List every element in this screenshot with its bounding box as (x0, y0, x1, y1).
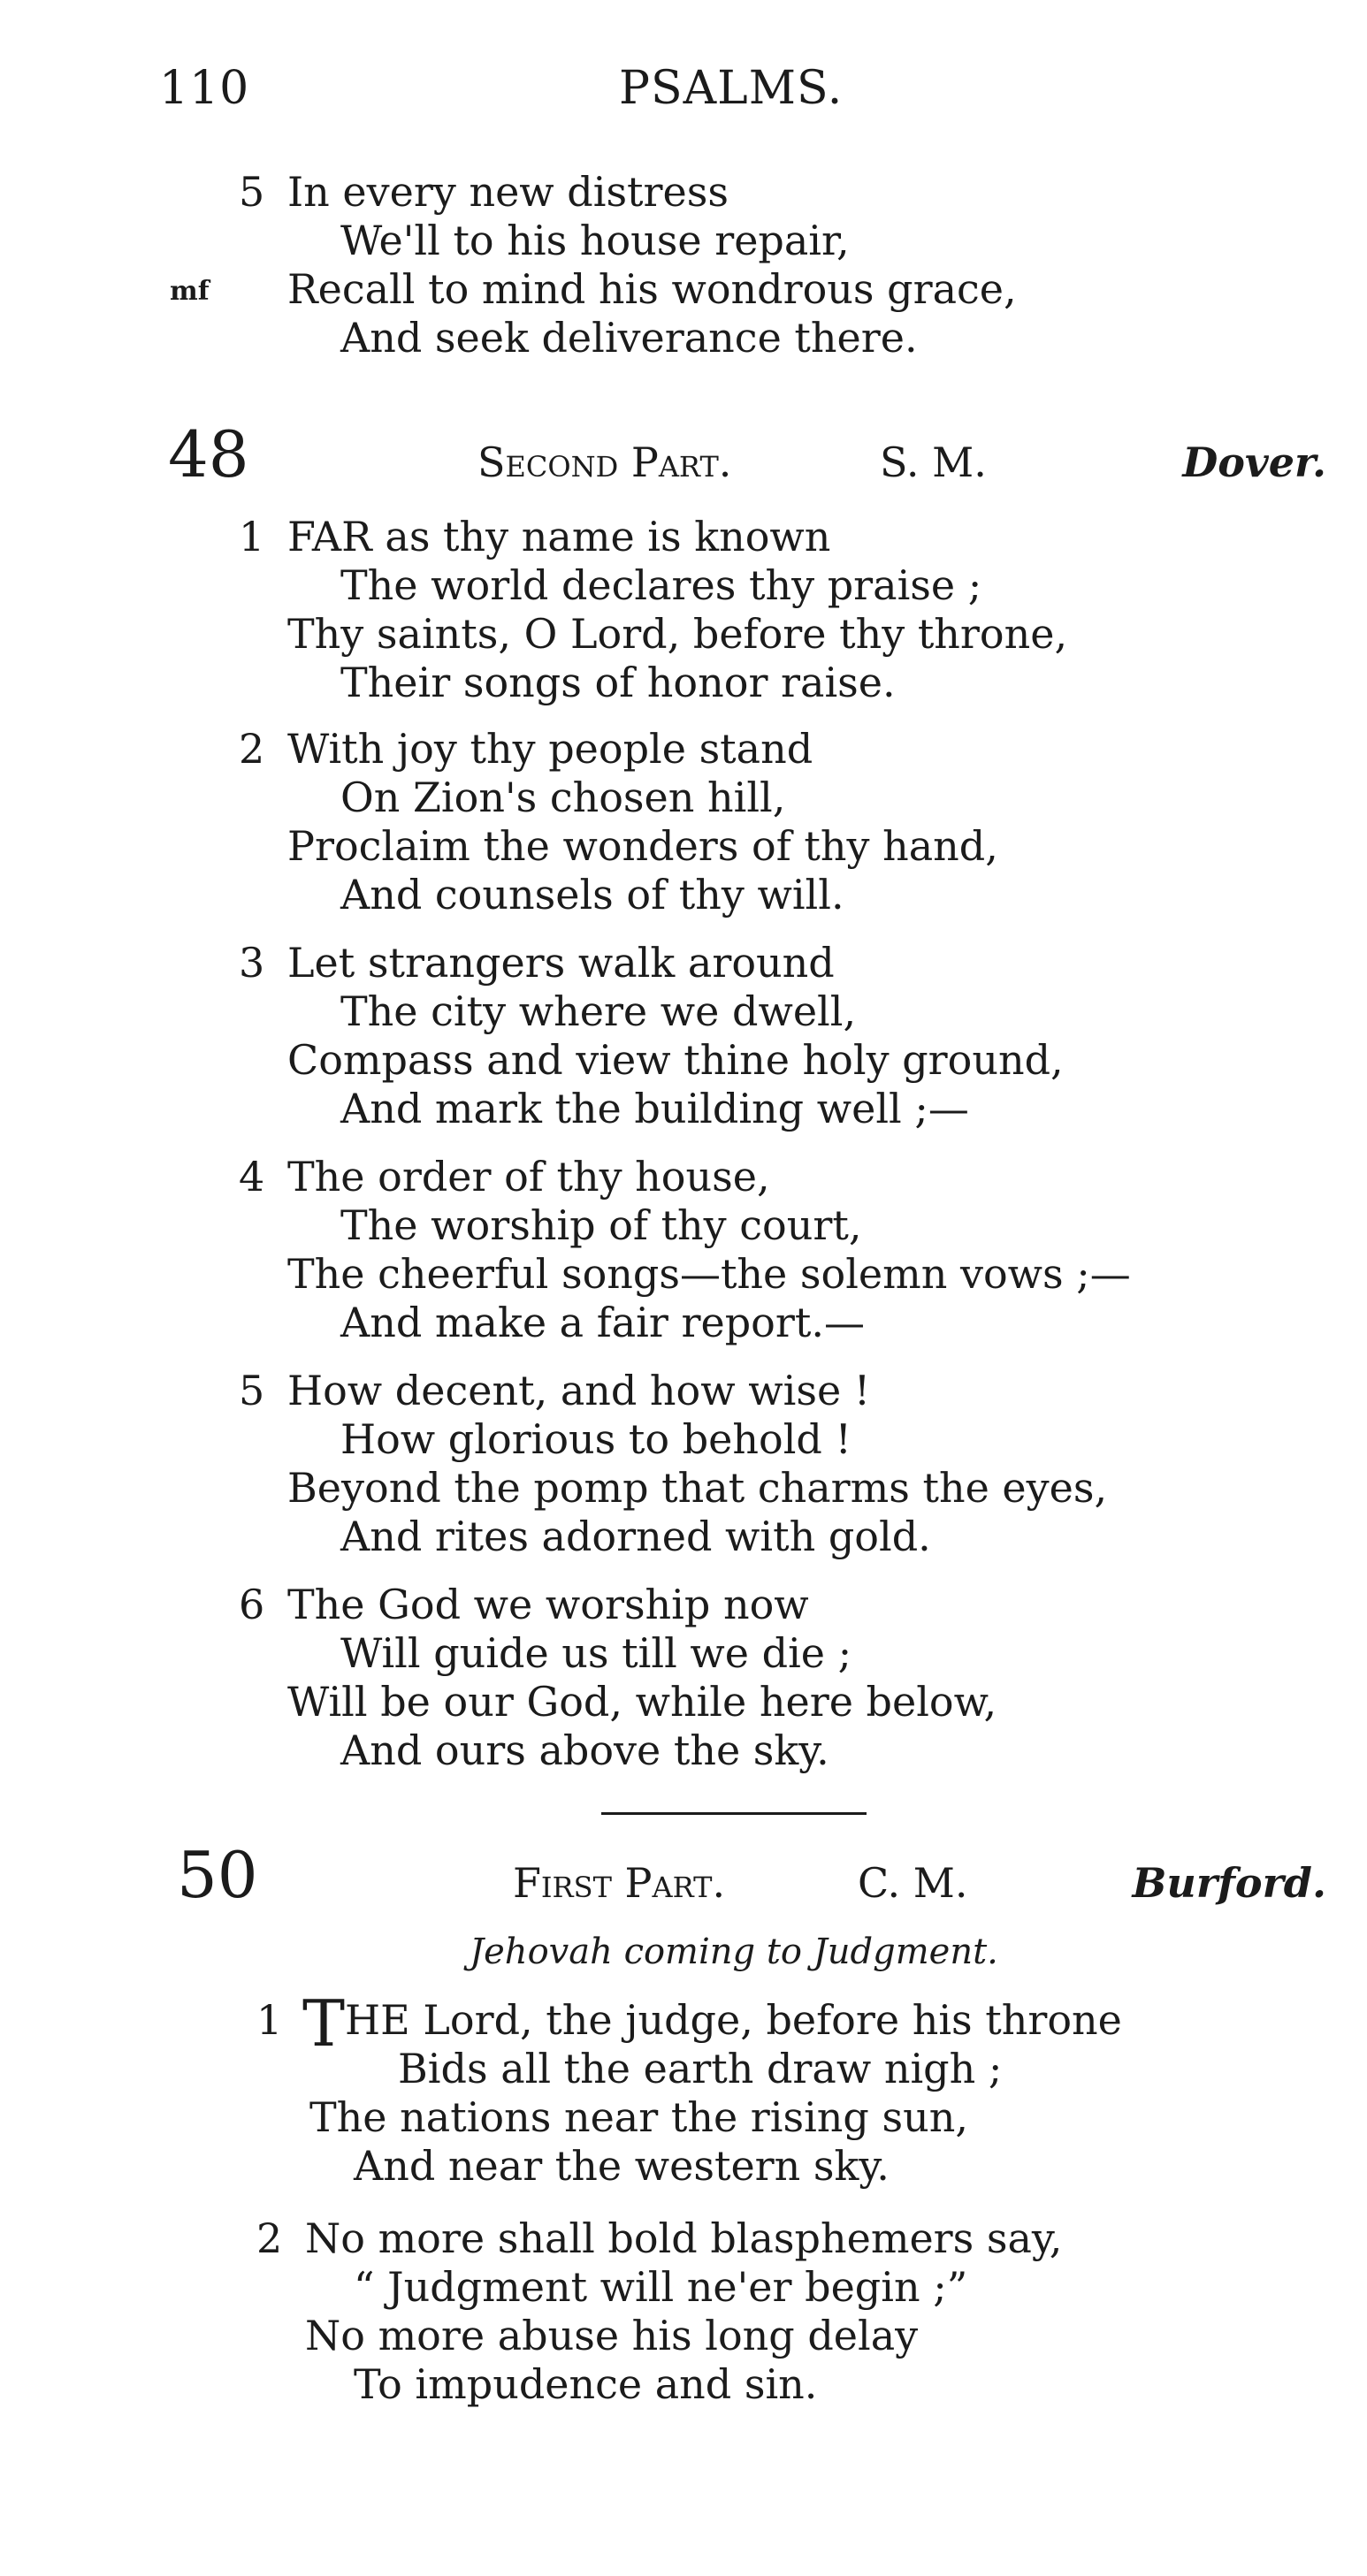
hymn-meter: S. M. (880, 438, 987, 486)
stanza-line (159, 2263, 1326, 2312)
stanza-line (159, 1986, 1326, 2061)
hymn-meter: C. M. (858, 1859, 968, 1907)
stanza-number: 2 (239, 725, 265, 773)
hymn-header-48 (159, 417, 1326, 502)
line-text: Will be our God, while here below, (287, 1678, 997, 1726)
stanza-number: 5 (239, 168, 265, 216)
running-title: PSALMS. (619, 62, 844, 115)
stanza-line (159, 1085, 1326, 1133)
stanza-line (159, 1726, 1326, 1775)
drop-cap: T (302, 1986, 346, 2061)
line-text: Will guide us till we die ; (340, 1629, 852, 1677)
stanza-line (159, 1415, 1326, 1464)
line-text: On Zion's chosen hill, (340, 774, 786, 821)
line-text: How decent, and how wise ! (287, 1367, 871, 1414)
hymn-number: 50 (177, 1838, 258, 1912)
line-text: In every new distress (287, 168, 729, 216)
line-text: The nations near the rising sun, (309, 2093, 968, 2141)
page-number: 110 (159, 62, 250, 115)
hymn-number: 48 (168, 417, 249, 492)
line-text: Beyond the pomp that charms the eyes, (287, 1464, 1108, 1512)
line-text: Compass and view thine holy ground, (287, 1036, 1064, 1084)
stanza-line (159, 939, 1326, 987)
line-text: And make a fair report.— (340, 1299, 865, 1346)
stanza-line (159, 2214, 1326, 2263)
stanza-48-4 (159, 1153, 1326, 1347)
stanza-line (159, 725, 1326, 774)
stanza-number: 5 (239, 1367, 265, 1414)
stanza-line (159, 1629, 1326, 1678)
stanza-line (159, 2312, 1326, 2360)
stanza-line (159, 1153, 1326, 1201)
line-text: No more abuse his long delay (305, 2312, 919, 2359)
stanza-line (159, 168, 1326, 217)
stanza-number: 2 (256, 2214, 283, 2262)
stanza-line (159, 2093, 1326, 2142)
stanza-line (159, 987, 1326, 1036)
hymn-part: First Part. (513, 1859, 726, 1907)
stanza-line (159, 2045, 1326, 2093)
hymn-subtitle: Jehovah coming to Judgment. (470, 1932, 998, 1972)
section-divider (601, 1812, 867, 1815)
stanza-number: 1 (256, 1996, 283, 2044)
hymn-tune: Burford. (1132, 1859, 1326, 1907)
stanza-line (159, 774, 1326, 822)
stanza-48-5 (159, 1367, 1326, 1561)
stanza-48-2 (159, 725, 1326, 919)
stanza-line (159, 1299, 1326, 1347)
line-text: The world declares thy praise ; (340, 561, 982, 609)
line-text: Thy saints, O Lord, before thy throne, (287, 610, 1068, 658)
running-head (159, 62, 1309, 133)
stanza-line (159, 610, 1326, 659)
stanza-line (159, 561, 1326, 610)
stanza-48-1 (159, 513, 1326, 707)
line-text: FAR as thy name is known (287, 513, 831, 560)
line-text: The cheerful songs—the solemn vows ;— (287, 1250, 1131, 1298)
line-text: And ours above the sky. (340, 1726, 829, 1774)
line-text: With joy thy people stand (287, 725, 813, 773)
line-text: The worship of thy court, (340, 1201, 862, 1249)
hymn-header-50 (159, 1838, 1326, 1923)
stanza-line (159, 1036, 1326, 1085)
hymn-part: Second Part. (477, 438, 732, 486)
stanza-line (159, 1250, 1326, 1299)
line-text: Their songs of honor raise. (340, 659, 896, 706)
line-text: Recall to mind his wondrous grace, (287, 265, 1017, 313)
stanza-line (159, 265, 1326, 314)
stanza-line (159, 2142, 1326, 2191)
stanza-number: 1 (239, 513, 265, 560)
stanza-line (159, 314, 1326, 362)
line-text: The city where we dwell, (340, 987, 857, 1035)
stanza-50-1 (159, 1986, 1326, 2191)
stanza-line (159, 1581, 1326, 1629)
stanza-50-2 (159, 2214, 1326, 2409)
line-text (302, 1986, 1122, 2061)
stanza-line (159, 513, 1326, 561)
stanza-number: 4 (239, 1153, 265, 1200)
line-text: “ Judgment will ne'er begin ;” (354, 2263, 968, 2311)
line-text: Let strangers walk around (287, 939, 835, 987)
stanza-48-3 (159, 939, 1326, 1133)
hymn-tune: Dover. (1182, 438, 1326, 486)
stanza-line (159, 217, 1326, 265)
stanza-line (159, 659, 1326, 707)
stanza-line (159, 2360, 1326, 2409)
line-text: The God we worship now (287, 1581, 809, 1628)
line-text: No more shall bold blasphemers say, (305, 2214, 1063, 2262)
stanza-number: 3 (239, 939, 265, 987)
stanza-line (159, 1464, 1326, 1513)
stanza-line (159, 871, 1326, 919)
line-text: And rites adorned with gold. (340, 1513, 931, 1560)
line-text: The order of thy house, (287, 1153, 770, 1200)
stanza-line (159, 1678, 1326, 1726)
line-text-rest: HE Lord, the judge, before his throne (345, 1996, 1122, 2044)
line-text: And near the western sky. (354, 2142, 890, 2190)
stanza-line (159, 822, 1326, 871)
stanza-line (159, 1367, 1326, 1415)
line-text: How glorious to behold ! (340, 1415, 852, 1463)
line-text: To impudence and sin. (354, 2360, 818, 2408)
stanza-line (159, 1513, 1326, 1561)
line-text: We'll to his house repair, (340, 217, 850, 264)
stanza-number: 6 (239, 1581, 265, 1628)
stanza-48-6 (159, 1581, 1326, 1775)
stanza-47-5 (159, 168, 1326, 362)
line-text: Bids all the earth draw nigh ; (398, 2045, 1003, 2092)
line-text: And counsels of thy will. (340, 871, 844, 918)
line-text: Proclaim the wonders of thy hand, (287, 822, 998, 870)
line-text: And seek deliverance there. (340, 314, 918, 362)
line-text: And mark the building well ;— (340, 1085, 969, 1132)
dynamic-marking: mf (170, 276, 210, 307)
stanza-line (159, 1201, 1326, 1250)
